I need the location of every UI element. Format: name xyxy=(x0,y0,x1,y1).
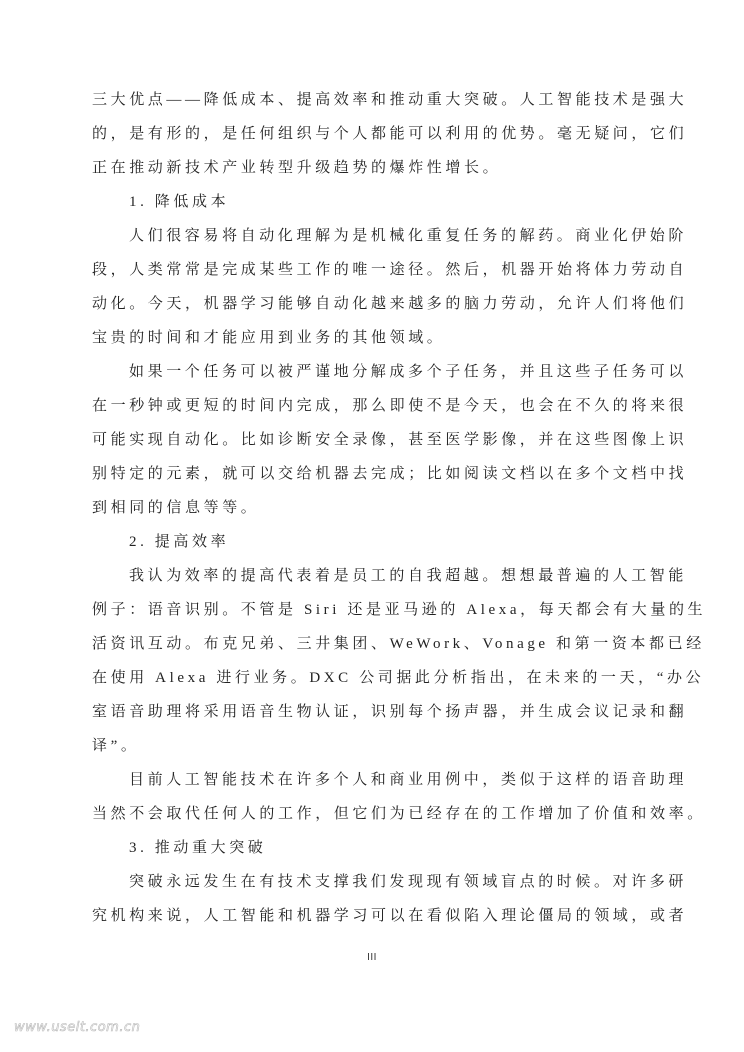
body-line: 在一秒钟或更短的时间内完成，那么即使不是今天，也会在不久的将来很 xyxy=(92,398,688,414)
body-line: 译”。 xyxy=(92,738,140,754)
body-line: 活资讯互动。布克兄弟、三井集团、WeWork、Vonage 和第一资本都已经 xyxy=(92,636,705,652)
body-line: 别特定的元素，就可以交给机器去完成；比如阅读文档以在多个文档中找 xyxy=(92,466,688,482)
body-line: 段，人类常常是完成某些工作的唯一途径。然后，机器开始将体力劳动自 xyxy=(92,262,688,278)
body-line: 宝贵的时间和才能应用到业务的其他领域。 xyxy=(92,330,446,346)
body-line: 例子：语音识别。不管是 Siri 还是亚马逊的 Alexa，每天都会有大量的生 xyxy=(92,602,707,618)
watermark: www.useit.com.cn xyxy=(14,1020,141,1035)
paragraph-first-line: 目前人工智能技术在许多个人和商业用例中，类似于这样的语音助理 xyxy=(129,772,688,788)
body-line: 在使用 Alexa 进行业务。DXC 公司据此分析指出，在未来的一天，“办公 xyxy=(92,670,705,686)
paragraph-first-line: 人们很容易将自动化理解为是机械化重复任务的解药。商业化伊始阶 xyxy=(129,228,688,244)
section-heading-reduce-cost: 1. 降低成本 xyxy=(129,194,230,210)
section-heading-drive-breakthroughs: 3. 推动重大突破 xyxy=(129,840,267,856)
paragraph-first-line: 我认为效率的提高代表着是员工的自我超越。想想最普遍的人工智能 xyxy=(129,568,688,584)
body-line: 室语音助理将采用语音生物认证，识别每个扬声器，并生成会议记录和翻 xyxy=(92,704,688,720)
page-number: III xyxy=(367,952,377,963)
body-line: 到相同的信息等等。 xyxy=(92,500,260,516)
body-line: 三大优点——降低成本、提高效率和推动重大突破。人工智能技术是强大 xyxy=(92,92,688,108)
body-line: 当然不会取代任何人的工作，但它们为已经存在的工作增加了价值和效率。 xyxy=(92,806,706,822)
paragraph-first-line: 如果一个任务可以被严谨地分解成多个子任务，并且这些子任务可以 xyxy=(129,364,688,380)
body-line: 动化。今天，机器学习能够自动化越来越多的脑力劳动，允许人们将他们 xyxy=(92,296,688,312)
document-body xyxy=(92,83,707,933)
body-line: 正在推动新技术产业转型升级趋势的爆炸性增长。 xyxy=(92,160,502,176)
body-line: 可能实现自动化。比如诊断安全录像，甚至医学影像，并在这些图像上识 xyxy=(92,432,688,448)
body-line: 究机构来说，人工智能和机器学习可以在看似陷入理论僵局的领域，或者 xyxy=(92,908,688,924)
section-heading-improve-efficiency: 2. 提高效率 xyxy=(129,534,230,550)
body-line: 的，是有形的，是任何组织与个人都能可以利用的优势。毫无疑问，它们 xyxy=(92,126,688,142)
paragraph-first-line: 突破永远发生在有技术支撑我们发现现有领域盲点的时候。对许多研 xyxy=(129,874,688,890)
